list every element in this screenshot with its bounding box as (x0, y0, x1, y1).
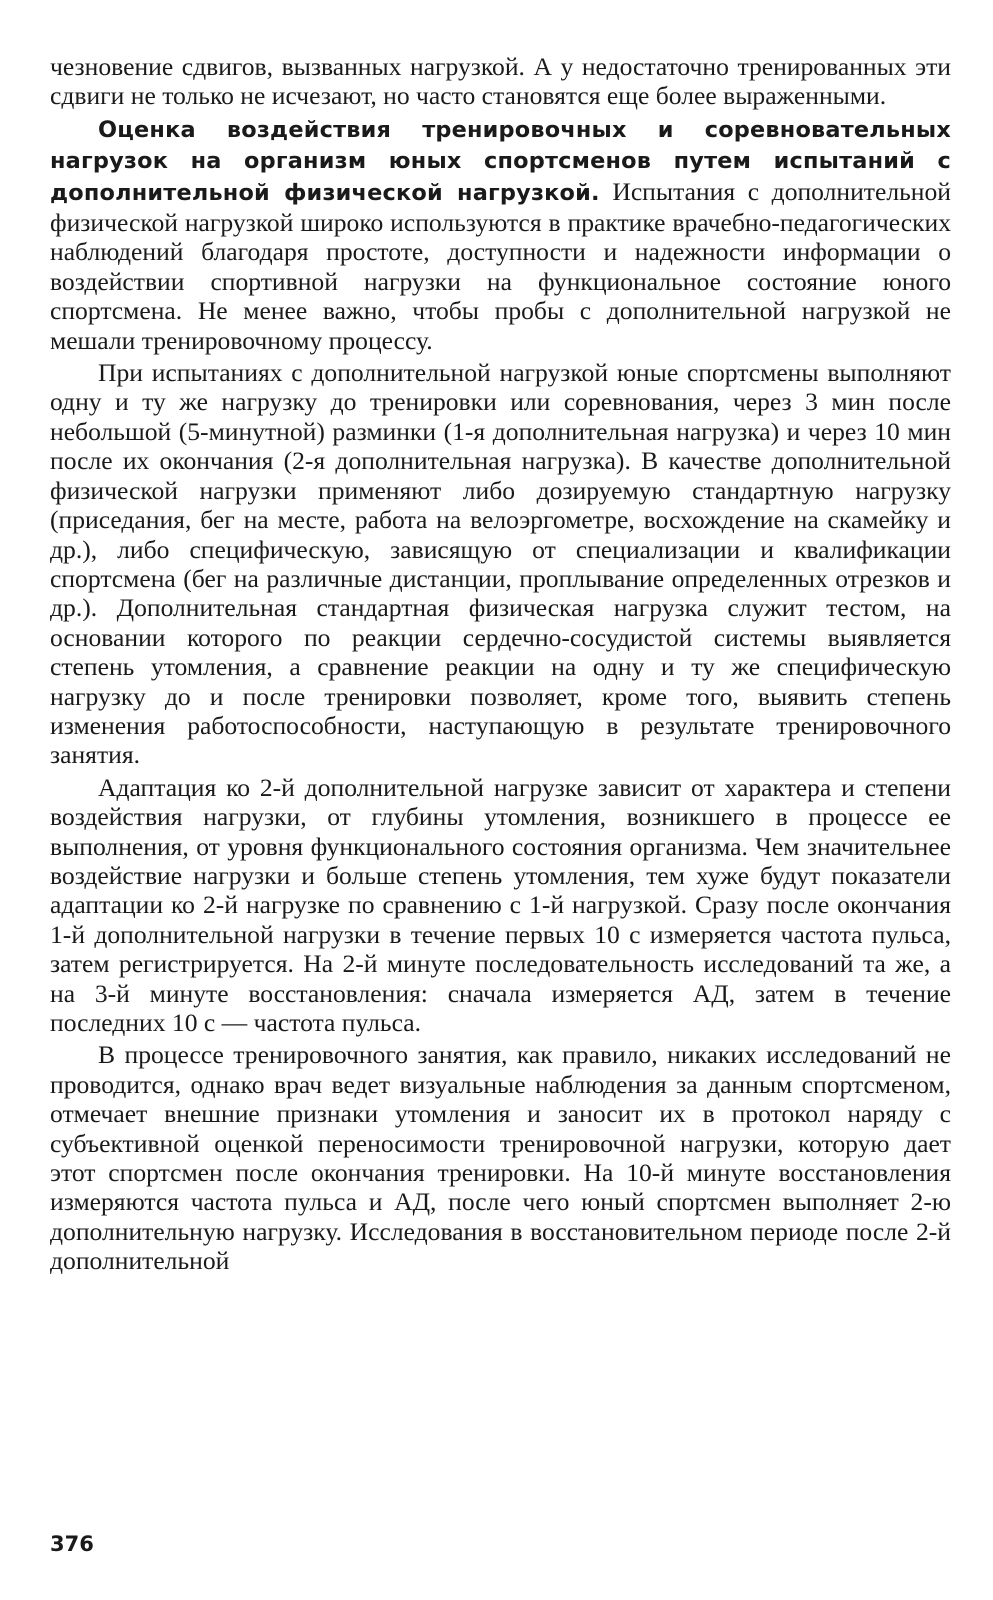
paragraph-2 (50, 114, 951, 355)
page-body (50, 52, 951, 1276)
paragraph-1-text: чезновение сдвигов, вызванных нагрузкой. А у недостаточно тренированных эти сдвиги не только не исчезают, но часто становятся еще более выраженными. (50, 52, 951, 111)
section-heading: Оценка воздействия тренировочных и соревновательных нагрузок на организм юных спортсменов путем испытаний с дополнительной физической нагрузкой. (50, 116, 951, 206)
paragraph-5-text: В процессе тренировочного занятия, как правило, никаких исследований не проводится, однако врач ведет визуальные наблюдения за данным спортсменом, отмечает внешние признаки утомления и заносит их в протокол наряду с субъективной оценкой переносимости тренировочной нагрузки, которую дает этот спортсмен после окончания тренировки. На 10-й минуте восстановления измеряются частота пульса и АД, после чего юный спортсмен выполняет 2-ю дополнительную нагрузку. Исследования в восстановительном периоде после 2-й дополнительной (50, 1040, 951, 1276)
paragraph-4 (50, 773, 951, 1038)
paragraph-4-text: Адаптация ко 2-й дополнительной нагрузке зависит от характера и степени воздействия нагрузки, от глубины утомления, возникшего в процессе ее выполнения, от уровня функционального состояния организма. Чем значительнее воздействие нагрузки и больше степень утомления, тем хуже будут показатели адаптации ко 2-й нагрузке по сравнению с 1-й нагрузкой. Сразу после окончания 1-й дополнительной нагрузки в течение первых 10 с измеряется частота пульса, затем регистрируется. На 2-й минуте последовательность исследований та же, а на 3-й минуте восстановления: сначала измеряется АД, затем в течение последних 10 с — частота пульса. (50, 772, 951, 1037)
paragraph-5 (50, 1040, 951, 1275)
paragraph-1 (50, 52, 951, 111)
page-number: 376 (50, 1532, 94, 1556)
paragraph-3-text: При испытаниях с дополнительной нагрузкой юные спортсмены выполняют одну и ту же нагрузку до тренировки или соревнования, через 3 мин после небольшой (5-минутной) разминки (1-я дополнительная нагрузка) и через 10 мин после их окончания (2-я дополнительная нагрузка). В качестве дополнительной физической нагрузки применяют либо дозируемую стандартную нагрузку (приседания, бег на месте, работа на велоэргометре, восхождение на скамейку и др.), либо специфическую, зависящую от специализации и квалификации спортсмена (бег на различные дистанции, проплывание определенных отрезков и др.). Дополнительная стандартная физическая нагрузка служит тестом, на основании которого по реакции сердечно-сосудистой системы выявляется степень утомления, а сравнение реакции на одну и ту же специфическую нагрузку до и после тренировки позволяет, кроме того, выявить степень изменения работоспособности, наступающую в результате тренировочного занятия. (50, 358, 951, 770)
paragraph-2-text: Испытания с дополнительной физической нагрузкой широко используются в практике врачебно-педагогических наблюдений благодаря простоте, доступности и надежности информации о воздействии спортивной нагрузки на функциональное состояние юного спортсмена. Не менее важно, чтобы пробы с дополнительной нагрузкой не мешали тренировочному процессу. (50, 176, 951, 355)
paragraph-3 (50, 358, 951, 770)
